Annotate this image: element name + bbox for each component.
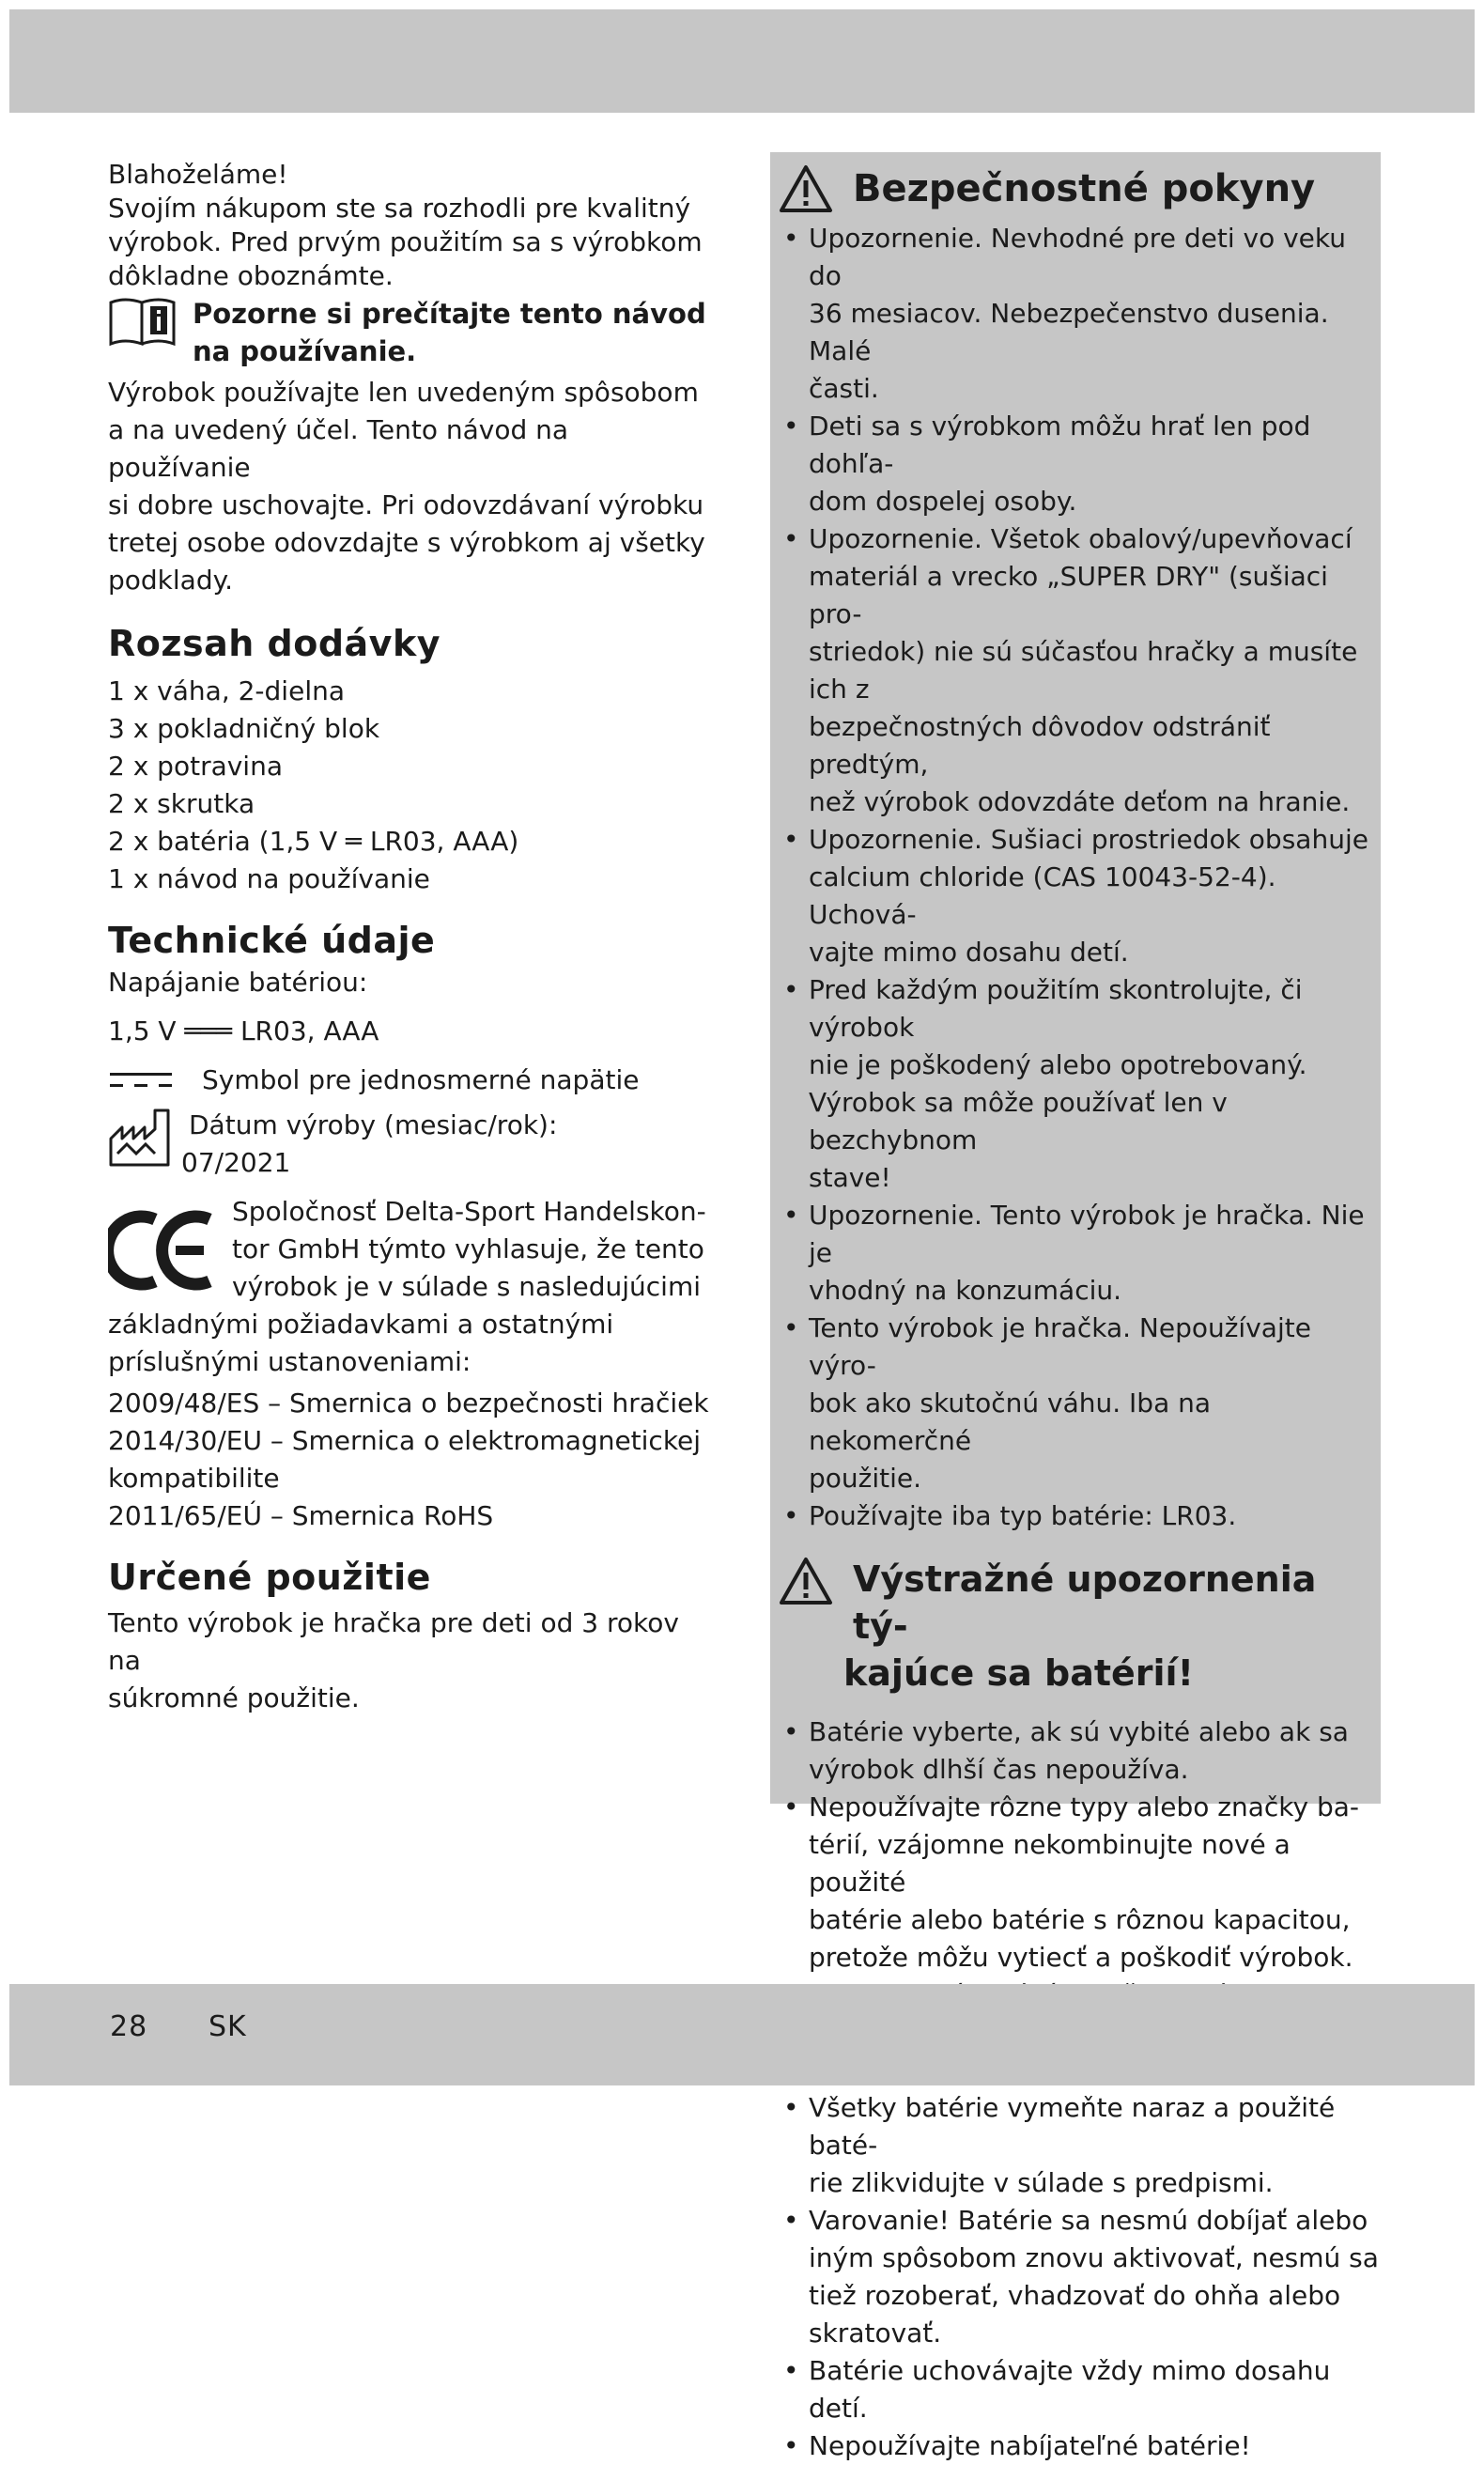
factory-date-icon: [108, 1107, 172, 1169]
ce-line: tor GmbH týmto vyhlasuje, že tento: [232, 1233, 704, 1264]
safety-line: • Používajte iba typ batérie: LR03.: [809, 1500, 1237, 1531]
safety-item: [770, 220, 1381, 408]
dc-symbol-row: [108, 1062, 709, 1099]
usage-text: [108, 374, 709, 599]
battery-heading: [778, 1556, 1381, 1697]
book-info-icon: [108, 297, 178, 349]
battery-line: batérie alebo batérie s rôznou kapacitou,: [809, 1904, 1351, 1935]
battery-title-line: kajúce sa batérií!: [843, 1652, 1194, 1694]
safety-box: [770, 152, 1381, 2461]
safety-line: než výrobok odovzdáte deťom na hranie.: [809, 786, 1351, 817]
battery-line: • Všetky batérie vymeňte naraz a použité baté-: [809, 2092, 1336, 2161]
safety-line: calcium chloride (CAS 10043-52-4). Uchová-: [809, 861, 1276, 930]
safety-title: Bezpečnostné pokyny: [853, 167, 1316, 210]
battery-list: [770, 1713, 1381, 2465]
battery-line: • Batérie vyberte, ak sú vybité alebo ak sa: [809, 1716, 1349, 1747]
safety-line: stave!: [809, 1162, 891, 1193]
battery-line: rie zlikvidujte v súlade s predpismi.: [809, 2167, 1274, 2198]
safety-item: [770, 1310, 1381, 1497]
date-label: Dátum výroby (mesiac/rok):: [189, 1109, 558, 1140]
safety-item: [770, 408, 1381, 520]
safety-line: • Upozornenie. Tento výrobok je hračka. Nie je: [809, 1200, 1365, 1268]
safety-list: [770, 220, 1381, 1535]
supply-item: 2 x batéria (1,5 V ═ LR03, AAA): [108, 826, 519, 857]
battery-item: [770, 2352, 1381, 2427]
battery-line: térií, vzájomne nekombinujte nové a použité: [809, 1829, 1291, 1898]
battery-line: • Varovanie! Batérie sa nesmú dobíjať alebo: [809, 2205, 1368, 2236]
supply-item: 2 x skrutka: [108, 788, 255, 819]
safety-line: • Upozornenie. Sušiaci prostriedok obsahuje: [809, 824, 1368, 855]
intended-use-heading: Určené použitie: [108, 1557, 431, 1598]
battery-line: • Batérie uchovávajte vždy mimo dosahu detí.: [809, 2355, 1331, 2424]
directive-line: kompatibilite: [108, 1463, 280, 1494]
safety-line: vajte mimo dosahu detí.: [809, 937, 1129, 968]
battery-item: [770, 2427, 1381, 2465]
ce-line: základnými požiadavkami a ostatnými: [108, 1309, 614, 1340]
safety-line: Výrobok sa môže používať len v bezchybnom: [809, 1087, 1228, 1155]
safety-item: [770, 971, 1381, 1197]
safety-line: materiál a vrecko „SUPER DRY" (sušiaci pro-: [809, 561, 1328, 629]
ce-line: výrobok je v súlade s nasledujúcimi: [232, 1271, 701, 1302]
battery-item: [770, 1713, 1381, 1789]
intro-line: výrobok. Pred prvým použitím sa s výrobkom: [108, 226, 703, 257]
directive-list: [108, 1385, 709, 1535]
supply-heading: Rozsah dodávky: [108, 623, 441, 664]
safety-line: nie je poškodený alebo opotrebovaný.: [809, 1049, 1307, 1080]
safety-item: [770, 821, 1381, 971]
directive-line: 2009/48/ES – Smernica o bezpečnosti hračiek: [108, 1388, 709, 1419]
ce-declaration: [108, 1193, 709, 1306]
supply-item: 1 x návod na používanie: [108, 863, 430, 894]
battery-line: iným spôsobom znovu aktivovať, nesmú sa: [809, 2242, 1379, 2273]
battery-line: pretože môžu vytiecť a poškodiť výrobok.: [809, 1942, 1353, 1973]
page-number: 28: [110, 2010, 148, 2043]
safety-line: • Deti sa s výrobkom môžu hrať len pod dohľa-: [809, 411, 1311, 479]
battery-line: tiež rozoberať, vhadzovať do ohňa alebo: [809, 2280, 1341, 2311]
intro-line: Blahoželáme!: [108, 159, 288, 190]
tech-power-value: 1,5 V ═══ LR03, AAA: [108, 1015, 379, 1046]
dc-symbol-text: Symbol pre jednosmerné napätie: [202, 1064, 640, 1095]
safety-line: • Upozornenie. Nevhodné pre deti vo veku do: [809, 223, 1346, 291]
read-instructions-note: [108, 295, 709, 370]
intro-line: dôkladne oboznámte.: [108, 260, 394, 291]
safety-line: • Tento výrobok je hračka. Nepoužívajte výro-: [809, 1312, 1311, 1381]
safety-line: 36 mesiacov. Nebezpečenstvo dusenia. Malé: [809, 298, 1329, 366]
supply-list: [108, 673, 709, 898]
left-column: [108, 158, 709, 1717]
supply-item: 3 x pokladničný blok: [108, 713, 380, 744]
usage-line: tretej osobe odovzdajte s výrobkom aj všetky: [108, 527, 705, 558]
safety-line: • Pred každým použitím skontrolujte, či výrobok: [809, 974, 1303, 1043]
safety-line: použitie.: [809, 1463, 922, 1494]
safety-line: bok ako skutočnú váhu. Iba na nekomerčné: [809, 1388, 1212, 1456]
safety-item: [770, 1197, 1381, 1310]
battery-item: [770, 2089, 1381, 2202]
battery-line: skratovať.: [809, 2318, 942, 2349]
intended-use-line: súkromné použitie.: [108, 1682, 360, 1713]
battery-item: [770, 2202, 1381, 2352]
tech-heading: Technické údaje: [108, 920, 436, 961]
intended-use-line: Tento výrobok je hračka pre deti od 3 rokov na: [108, 1607, 679, 1676]
usage-line: podklady.: [108, 565, 234, 596]
battery-line: • Nepoužívajte rôzne typy alebo značky ba-: [809, 1791, 1359, 1822]
warning-triangle-icon: [778, 163, 834, 214]
safety-line: bezpečnostných dôvodov odstrániť predtým,: [809, 711, 1271, 780]
ce-line: Spoločnosť Delta-Sport Handelskon-: [232, 1196, 706, 1227]
header-bar: [9, 9, 1475, 113]
usage-line: si dobre uschovajte. Pri odovzdávaní výrobku: [108, 489, 704, 520]
supply-item: 2 x potravina: [108, 751, 283, 782]
directive-line: 2011/65/EÚ – Smernica RoHS: [108, 1500, 494, 1531]
usage-line: a na uvedený účel. Tento návod na používanie: [108, 414, 569, 483]
supply-item: 1 x váha, 2-dielna: [108, 675, 345, 706]
safety-line: striedok) nie sú súčasťou hračky a musíte ich z: [809, 636, 1358, 705]
safety-line: časti.: [809, 373, 879, 404]
battery-line: výrobok dlhší čas nepoužíva.: [809, 1754, 1189, 1785]
warning-triangle-icon: [778, 1556, 834, 1606]
battery-line: • Nepoužívajte nabíjateľné batérie!: [809, 2430, 1251, 2461]
safety-item: [770, 520, 1381, 821]
safety-heading: [778, 163, 1381, 214]
read-note-line: Pozorne si prečítajte tento návod: [193, 298, 706, 330]
battery-title-line: Výstražné upozornenia tý-: [853, 1558, 1317, 1647]
manufacture-date-row: [108, 1107, 709, 1182]
date-value: 07/2021: [181, 1147, 291, 1178]
language-code: SK: [209, 2010, 247, 2043]
intro-text: [108, 158, 709, 293]
safety-line: • Upozornenie. Všetok obalový/upevňovací: [809, 523, 1353, 554]
safety-line: vhodný na konzumáciu.: [809, 1275, 1122, 1306]
usage-line: Výrobok používajte len uvedeným spôsobom: [108, 377, 699, 408]
intro-line: Svojím nákupom ste sa rozhodli pre kvalitný: [108, 193, 691, 224]
read-note-line: na používanie.: [193, 335, 417, 367]
ce-line: príslušnými ustanoveniami:: [108, 1346, 471, 1377]
directive-line: 2014/30/EU – Smernica o elektromagnetickej: [108, 1425, 702, 1456]
safety-item: [770, 1497, 1381, 1535]
battery-item: [770, 1789, 1381, 1977]
ce-mark-icon: [108, 1208, 219, 1293]
safety-line: dom dospelej osoby.: [809, 486, 1077, 517]
tech-power-label: Napájanie batériou:: [108, 967, 368, 998]
direct-current-icon: [108, 1069, 174, 1092]
